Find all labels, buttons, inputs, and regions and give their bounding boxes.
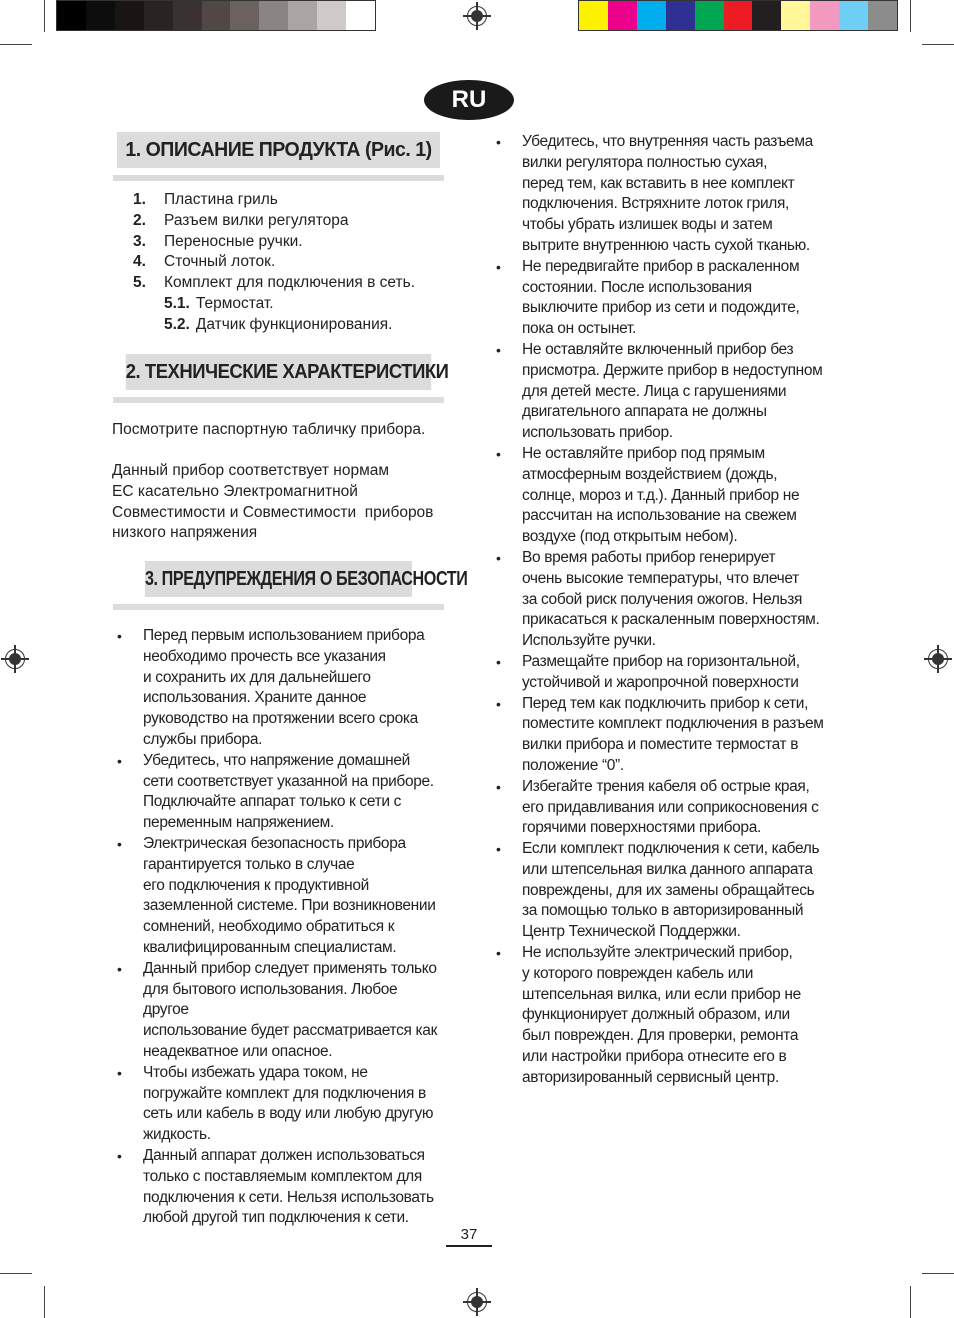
warning-item (493, 839, 829, 943)
bullet-icon: • (496, 841, 501, 858)
text-line: прикасаться к раскаленным поверхностям. (522, 611, 820, 629)
item-text: Переносные ручки. (164, 232, 303, 250)
text-line: низкого напряжения (112, 524, 258, 542)
text-line: Убедитесь, что внутренняя часть разъема (522, 133, 813, 150)
text-line: сети соответствует указанной на приборе. (143, 772, 434, 790)
text-line: сеть или кабель в воду или любую другую (143, 1105, 434, 1123)
warning-item (493, 444, 829, 548)
text-line: Не оставляйте прибор под прямым (522, 444, 765, 462)
text-line: Перед первым использованием прибора (143, 627, 425, 644)
bullet-icon: • (496, 341, 501, 358)
sub-list-item (133, 294, 415, 315)
text-line: заземленной системе. При возникновении (143, 897, 436, 915)
text-line: Не передвигайте прибор в раскаленном (522, 257, 800, 275)
item-text: Пластина гриль (164, 191, 278, 208)
item-number: 1. (133, 191, 146, 208)
text-line: необходимо прочесть все указания (143, 647, 386, 665)
text-line: или настройки прибора отнесите его в (522, 1048, 787, 1066)
color-swatch (868, 1, 897, 30)
section-divider (113, 604, 444, 610)
bullet-icon: • (496, 653, 501, 670)
crop-mark (0, 44, 32, 45)
color-swatch (579, 1, 608, 30)
text-line: ЕС касательно Электромагнитной (112, 482, 358, 500)
text-line: Если комплект подключения к сети, кабель (522, 840, 820, 858)
bullet-icon: • (496, 258, 501, 275)
text-line: подключения. Встряхните лоток гриля, (522, 195, 789, 213)
text-line: подключения к сети. Нельзя использовать (143, 1188, 434, 1206)
text-line: вилки регулятора полностью сухая, (522, 153, 768, 171)
crop-mark (922, 1273, 954, 1274)
color-swatch (144, 1, 173, 30)
text-line: выключите прибор из сети и подождите, (522, 299, 800, 317)
text-line: штепсельная вилка, или если прибор не (522, 985, 801, 1003)
crop-mark (922, 44, 954, 45)
text-line: для бытового использования. Любое другое (143, 980, 398, 1019)
text-line: квалифицированным специалистам. (143, 938, 397, 956)
section-divider (113, 397, 444, 403)
crop-mark (44, 1286, 45, 1318)
text-line: и сохранить их для дальнейшего (143, 668, 371, 686)
warning-item (493, 132, 829, 257)
warning-item (493, 652, 829, 694)
warning-item (114, 1146, 446, 1229)
bullet-icon: • (496, 134, 501, 150)
warning-item (493, 694, 829, 777)
list-item (133, 252, 415, 273)
item-text: Комплект для подключения в сеть. (164, 274, 416, 292)
item-number: 4. (133, 253, 146, 271)
crop-mark (910, 0, 911, 32)
gray-calibration-bar (56, 0, 376, 31)
text-line: или штепсельная вилка данного аппарата (522, 860, 813, 878)
text-line: поместите комплект подключения в разъем (522, 715, 824, 733)
crop-mark (44, 0, 45, 32)
item-text: Датчик функционирования. (195, 315, 393, 333)
warning-item (114, 626, 446, 751)
warning-item (493, 340, 829, 444)
text-line: использования. Храните данное (143, 689, 367, 707)
item-text: Термостат. (195, 294, 274, 312)
color-swatch (608, 1, 637, 30)
list-item (133, 211, 415, 232)
text-line: был поврежден. Для проверки, ремонта (522, 1027, 799, 1045)
text-line: у которого поврежден кабель или (522, 964, 754, 982)
color-swatch (202, 1, 231, 30)
text-line: вилки прибора и поместите термостат в (522, 736, 799, 754)
list-item (133, 232, 415, 253)
text-line: Центр Технической Поддержки. (522, 923, 741, 941)
bullet-icon: • (117, 1064, 122, 1081)
text-line: Не используйте электрический прибор, (522, 944, 793, 962)
bullet-icon: • (496, 945, 501, 962)
registration-mark-icon (5, 649, 25, 669)
text-line: перед тем, как вставить в нее комплект (522, 174, 795, 192)
text-line: гарантируется только в случае (143, 855, 355, 873)
warning-item (114, 1063, 446, 1146)
bullet-icon: • (117, 1147, 122, 1164)
text-line: атмосферным воздействием (дождь, (522, 465, 778, 483)
text-line: горячими поверхностями прибора. (522, 819, 761, 837)
text-line: переменным напряжением. (143, 814, 334, 832)
registration-mark-icon (928, 649, 948, 669)
color-swatch (86, 1, 115, 30)
bullet-icon: • (496, 778, 501, 795)
registration-mark-icon (467, 1292, 487, 1312)
bullet-icon: • (117, 835, 122, 852)
text-line: его придавливания или соприкосновения с (522, 798, 819, 816)
color-swatch (288, 1, 317, 30)
safety-warnings-left (114, 626, 446, 1229)
text-line: положение “0”. (522, 756, 624, 774)
text-line: вытрите внутреннюю часть сухой тканью. (522, 236, 810, 254)
text-line: его подключения к продуктивной (143, 876, 369, 894)
text-line: солнце, мороз и т.д.). Данный прибор не (522, 486, 800, 504)
bullet-icon: • (117, 628, 122, 644)
bullet-icon: • (117, 960, 122, 977)
crop-mark (0, 1273, 32, 1274)
color-swatch (115, 1, 144, 30)
color-swatch (781, 1, 810, 30)
text-line: Используйте ручки. (522, 632, 656, 650)
text-line: пока он остынет. (522, 320, 636, 338)
item-number: 5.1. (164, 294, 190, 312)
text-line: чтобы убрать излишек воды и затем (522, 216, 773, 234)
text-line: Перед тем как подключить прибор к сети, (522, 694, 809, 712)
crop-mark (910, 1286, 911, 1318)
text-line: Подключайте аппарат только к сети с (143, 793, 402, 811)
text-line: неадекватное или опасное. (143, 1042, 333, 1060)
text-line: Данный аппарат должен использоваться (143, 1146, 425, 1164)
text-line: Данный прибор соответствует нормам (112, 462, 390, 479)
color-swatch (637, 1, 666, 30)
color-swatch (695, 1, 724, 30)
color-swatch (666, 1, 695, 30)
warning-item (493, 943, 829, 1089)
item-number: 3. (133, 232, 146, 250)
text-line: Электрическая безопасность прибора (143, 834, 406, 852)
text-line: функционирует должный образом, или (522, 1006, 790, 1024)
color-swatch (346, 1, 375, 30)
color-swatch (839, 1, 868, 30)
warning-item (114, 834, 446, 959)
color-swatch (810, 1, 839, 30)
list-item (133, 190, 415, 211)
language-badge: RU (424, 80, 514, 120)
item-text: Сточный лоток. (164, 253, 276, 271)
text-line: Избегайте трения кабеля об острые края, (522, 777, 810, 795)
text-line: жидкость. (143, 1126, 211, 1144)
item-number: 5. (133, 274, 146, 292)
text-line: Совместимости и Совместимости приборов (112, 503, 434, 521)
text-line: Убедитесь, что напряжение домашней (143, 751, 410, 769)
color-swatch (173, 1, 202, 30)
text-line: устойчивой и жаропрочной поверхности (522, 673, 799, 691)
section-heading: 2. ТЕХНИЧЕСКИЕ ХАРАКТЕРИСТИКИ (126, 354, 432, 390)
item-number: 5.2. (164, 315, 190, 333)
warning-item (114, 751, 446, 834)
text-line: погружайте комплект для подключения в (143, 1084, 426, 1102)
text-line: повреждены, для их замены обращайтесь (522, 881, 815, 899)
text-line: использование будет рассматривается как (143, 1022, 437, 1040)
page-number: 37 (446, 1226, 492, 1247)
rating-plate-note: Посмотрите паспортную табличку прибора. (112, 421, 426, 438)
item-number: 2. (133, 211, 146, 229)
text-line: Размещайте прибор на горизонтальной, (522, 652, 800, 670)
warning-item (114, 959, 446, 1063)
text-line: двигательного аппарата не должны (522, 403, 767, 421)
text-line: Во время работы прибор генерирует (522, 548, 776, 566)
text-line: авторизированный сервисный центр. (522, 1068, 779, 1086)
color-swatch (317, 1, 346, 30)
text-line: любой другой тип подключения к сети. (143, 1209, 409, 1227)
text-line: воздухе (под открытым небом). (522, 528, 738, 546)
text-line: очень высокие температуры, что влечет (522, 569, 799, 587)
color-calibration-bar (578, 0, 898, 31)
color-swatch (752, 1, 781, 30)
registration-mark-icon (467, 6, 487, 26)
list-item (133, 273, 415, 294)
color-swatch (57, 1, 86, 30)
bullet-icon: • (117, 752, 122, 769)
text-line: Данный прибор следует применять только (143, 959, 437, 977)
section-heading: 3. ПРЕДУПРЕЖДЕНИЯ О БЕЗОПАСНОСТИ (145, 561, 412, 597)
text-line: службы прибора. (143, 730, 263, 748)
text-line: Не оставляйте включенный прибор без (522, 340, 794, 358)
text-line: присмотра. Держите прибор в недоступном (522, 361, 823, 379)
text-line: для детей месте. Лица с гарушениями (522, 382, 787, 400)
text-line: за помощью только в авторизированный (522, 902, 804, 920)
section-divider (113, 175, 444, 181)
bullet-icon: • (496, 445, 501, 462)
text-line: руководство на протяжении всего срока (143, 710, 418, 728)
text-line: сомнений, необходимо обратиться к (143, 918, 395, 936)
text-line: Чтобы избежать удара током, не (143, 1063, 368, 1081)
compliance-paragraph (112, 461, 444, 544)
text-line: использовать прибор. (522, 424, 673, 442)
warning-item (493, 257, 829, 340)
warning-item (493, 777, 829, 839)
text-line: за собой риск получения ожогов. Нельзя (522, 590, 803, 608)
bullet-icon: • (496, 695, 501, 712)
color-swatch (259, 1, 288, 30)
text-line: состоянии. После использования (522, 278, 752, 296)
bullet-icon: • (496, 549, 501, 566)
item-text: Разъем вилки регулятора (164, 211, 349, 229)
color-swatch (230, 1, 259, 30)
safety-warnings-right (493, 132, 829, 1089)
warning-item (493, 548, 829, 652)
sub-list-item (133, 315, 415, 336)
text-line: только с поставляемым комплектом для (143, 1167, 422, 1185)
product-parts-list (133, 190, 415, 336)
section-heading: 1. ОПИСАНИЕ ПРОДУКТА (Рис. 1) (117, 132, 440, 168)
color-swatch (724, 1, 753, 30)
text-line: рассчитан на использование на свежем (522, 507, 797, 525)
